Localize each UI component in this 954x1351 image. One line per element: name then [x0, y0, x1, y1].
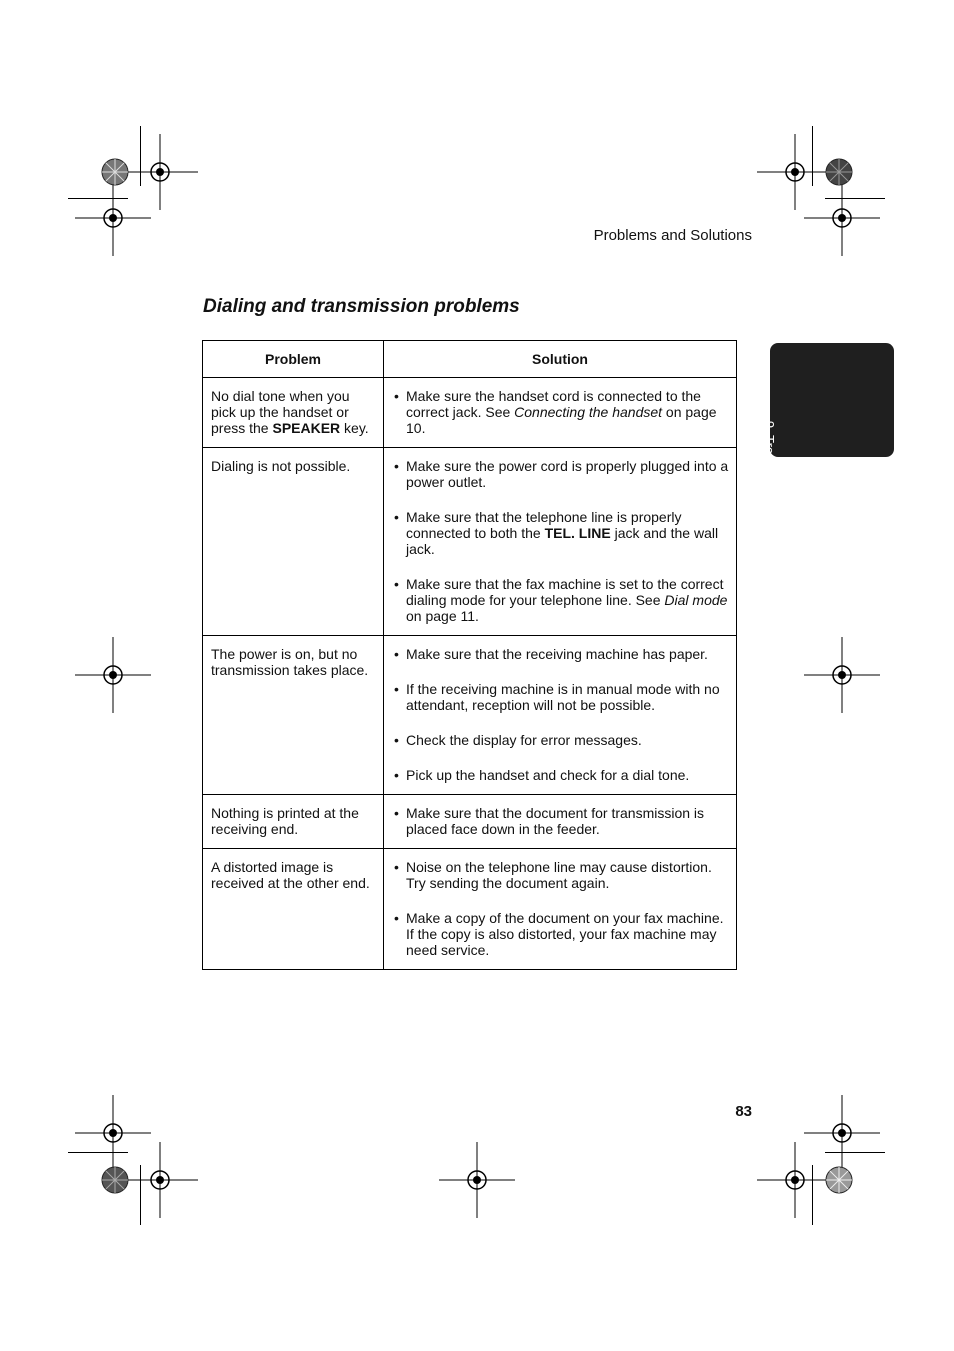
solution-cell	[384, 636, 737, 795]
text-run: key.	[340, 420, 369, 436]
text-run: Nothing is printed at the receiving end.	[211, 805, 359, 837]
text-run: Make sure that the receiving machine has paper.	[406, 646, 708, 662]
chapter-tab-line: 9. Trouble-	[762, 420, 777, 484]
problem-cell	[203, 795, 384, 849]
star-target-icon	[101, 1166, 129, 1194]
text-run: The power is on, but no transmission takes place.	[211, 646, 369, 678]
solution-item	[392, 646, 730, 662]
table-header-row	[203, 341, 737, 378]
solution-item	[392, 859, 730, 891]
text-run: Make sure that the fax machine is set to the correct dialing mode for your telephone line. See	[406, 576, 724, 608]
text-run: Make sure that the telephone line is properly connected to both the	[406, 509, 682, 541]
solution-item	[392, 458, 730, 490]
bold-text: SPEAKER	[272, 420, 341, 436]
table-body	[203, 378, 737, 970]
text-run: Make sure the power cord is properly plugged into a power outlet.	[406, 458, 729, 490]
table-row	[203, 849, 737, 970]
star-target-icon	[101, 158, 129, 186]
section-title: Dialing and transmission problems	[203, 296, 520, 317]
running-header: Problems and Solutions	[593, 227, 752, 244]
star-target-icon	[825, 1166, 853, 1194]
chapter-tab-line: shooting	[748, 427, 763, 477]
solution-list	[392, 859, 730, 958]
page-number: 83	[735, 1103, 752, 1120]
text-run: Make a copy of the document on your fax machine. If the copy is also distorted, your fax machine may need service.	[406, 910, 724, 958]
solution-cell	[384, 448, 737, 636]
text-run: on page 11.	[406, 608, 479, 624]
table-row	[203, 636, 737, 795]
problem-cell	[203, 448, 384, 636]
table-row	[203, 448, 737, 636]
chapter-tab	[748, 343, 894, 484]
text-run: on page 10.	[406, 404, 717, 436]
solution-item	[392, 681, 730, 713]
text-run: jack and the wall jack.	[406, 525, 719, 557]
text-run: No dial tone when you pick up the handset or press the	[211, 388, 350, 436]
registration-mark-icon	[120, 1140, 200, 1220]
problem-cell	[203, 636, 384, 795]
solution-item	[392, 576, 730, 624]
solution-item	[392, 767, 730, 783]
solution-list	[392, 805, 730, 837]
solution-cell	[384, 849, 737, 970]
text-run: Noise on the telephone line may cause distortion. Try sending the document again.	[406, 859, 712, 891]
text-run: Make sure that the document for transmission is placed face down in the feeder.	[406, 805, 705, 837]
problem-cell	[203, 378, 384, 448]
italic-reference: Dial mode	[664, 592, 728, 608]
troubleshooting-table	[202, 340, 737, 970]
table-row	[203, 795, 737, 849]
column-header-solution: Solution	[384, 341, 737, 378]
registration-mark-icon	[437, 1140, 517, 1220]
text-run: Dialing is not possible.	[211, 458, 351, 474]
solution-item	[392, 732, 730, 748]
table-row	[203, 378, 737, 448]
solution-cell	[384, 378, 737, 448]
text-run: A distorted image is received at the other end.	[211, 859, 370, 891]
solution-item	[392, 910, 730, 958]
registration-mark-icon	[802, 178, 882, 258]
text-run: If the receiving machine is in manual mode with no attendant, reception will not be possible.	[406, 681, 720, 713]
solution-list	[392, 388, 730, 436]
registration-mark-icon	[755, 1140, 835, 1220]
italic-reference: Connecting the handset	[514, 404, 663, 420]
text-run: Pick up the handset and check for a dial tone.	[406, 767, 690, 783]
solution-cell	[384, 795, 737, 849]
solution-item	[392, 509, 730, 557]
text-run: Make sure the handset cord is connected to the correct jack. See	[406, 388, 701, 420]
solution-item	[392, 388, 730, 436]
solution-list	[392, 458, 730, 624]
bold-text: TEL. LINE	[544, 525, 611, 541]
column-header-problem: Problem	[203, 341, 384, 378]
text-run: Check the display for error messages.	[406, 732, 642, 748]
registration-mark-icon	[73, 178, 153, 258]
solution-list	[392, 646, 730, 783]
solution-item	[392, 805, 730, 837]
registration-mark-icon	[802, 635, 882, 715]
problem-cell	[203, 849, 384, 970]
registration-mark-icon	[73, 635, 153, 715]
star-target-icon	[825, 158, 853, 186]
chapter-tab-label	[748, 400, 776, 504]
